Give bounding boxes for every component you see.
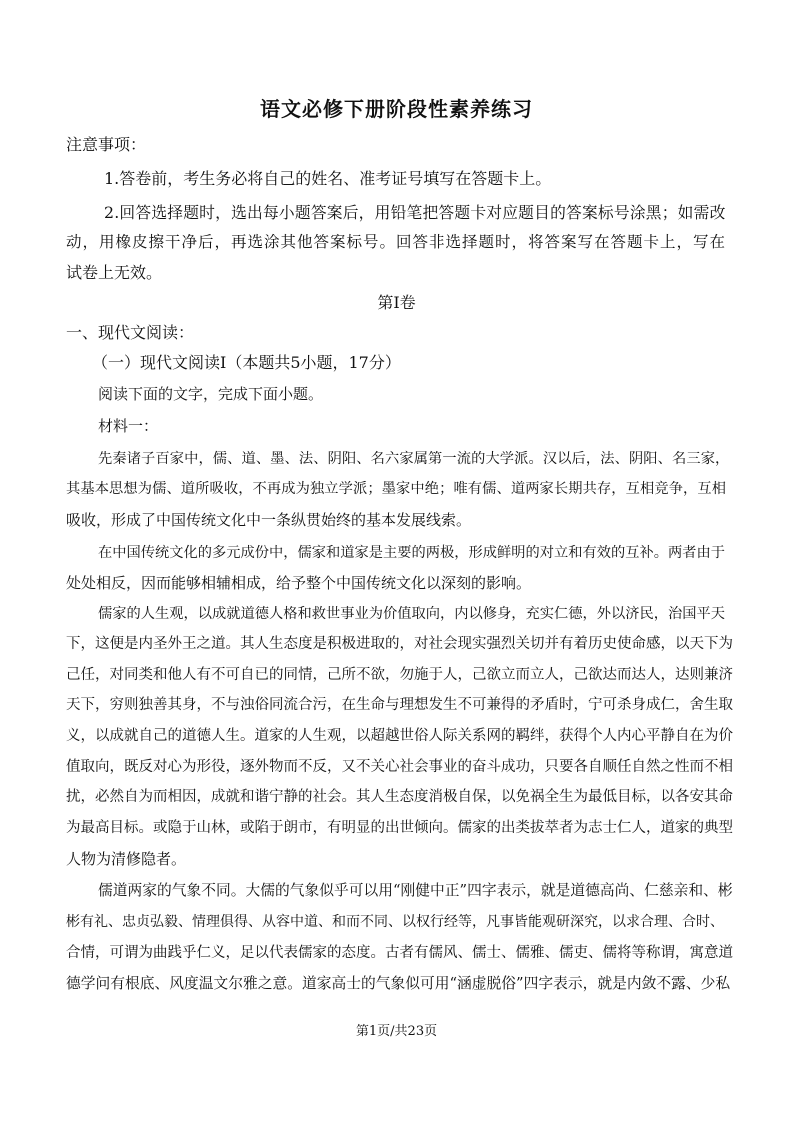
notice-item-2-line-3: 试卷上无效。 [66, 263, 163, 282]
paragraph-3-line-8: 为最高目标。或隐于山林，或陷于朗市，有明显的出世倾向。儒家的出类拔萃者为志士仁人，道家的典型 [66, 820, 733, 836]
paragraph-3-line-7: 扰，必然自为而相因，成就和谐宁静的社会。其人生态度消极自保，以免祸全生为最低目标，以各安其命 [66, 789, 733, 805]
notice-item-2-line-1: 2.回答选择题时，选出每小题答案后，用铅笔把答题卡对应题目的答案标号涂黑；如需改 [104, 203, 726, 222]
paragraph-3-line-2: 下，这便是内圣外王之道。其人生态度是积极进取的，对社会现实强烈关切并有着历史使命感，以天下为 [66, 636, 733, 652]
paragraph-4-line-4: 德学问有根底、风度温文尔雅之意。道家高士的气象似可用“涵虚脱俗”四字表示，就是内敛不露、少私 [66, 975, 731, 992]
paragraph-1-line-1: 先秦诸子百家中，儒、道、墨、法、阴阳、名六家属第一流的大学派。汉以后，法、阴阳、名三家， [98, 451, 730, 467]
paragraph-4-line-2: 彬有礼、忠贞弘毅、情理俱得、从容中道、和而不同、以权行经等，凡事皆能观研深究，以求合理、合时、 [66, 914, 724, 930]
section-heading: 一、现代文阅读： [66, 323, 195, 342]
paragraph-4-line-3: 合情，可谓为曲践乎仁义，足以代表儒家的态度。古者有儒风、儒士、儒雅、儒吏、儒将等称谓，寓意道 [66, 945, 733, 961]
paragraph-2-line-2: 处处相反，因而能够相辅相成，给予整个中国传统文化以深刻的影响。 [66, 574, 532, 592]
paragraph-4-line-1: 儒道两家的气象不同。大儒的气象似乎可以用“刚健中正”四字表示，就是道德高尚、仁慈亲和、彬 [98, 882, 733, 899]
paragraph-1-line-2: 其基本思想为儒、道所吸收，不再成为独立学派；墨家中绝；唯有儒、道两家长期共存，互相竞争，互相 [66, 481, 727, 497]
volume-heading: 第I卷 [377, 293, 416, 312]
material-label: 材料一： [98, 417, 159, 435]
subsection-heading: （一）现代文阅读I（本题共5小题，17分） [92, 353, 401, 372]
notice-item-1: 1.答卷前，考生务必将自己的姓名、准考证号填写在答题卡上。 [104, 169, 552, 188]
notice-heading: 注意事项： [66, 135, 147, 154]
page-title: 语文必修下册阶段性素养练习 [260, 97, 533, 121]
paragraph-3-line-3: 己任，对同类和他人有不可自已的同情，己所不欲，勿施于人，己欲立而立人，己欲达而达人，达则兼济 [66, 667, 733, 683]
paragraph-3-line-9: 人物为清修隐者。 [66, 850, 187, 868]
reading-instruction: 阅读下面的文字，完成下面小题。 [98, 385, 324, 403]
paragraph-3-line-4: 天下，穷则独善其身，不与浊俗同流合污，在生命与理想发生不可兼得的矛盾时，宁可杀身成仁，舍生取 [66, 697, 733, 713]
page-footer: 第1页/共23页 [355, 1024, 438, 1039]
notice-item-2-line-2: 动，用橡皮擦干净后，再选涂其他答案标号。回答非选择题时，将答案写在答题卡上，写在 [66, 233, 727, 251]
paragraph-3-line-1: 儒家的人生观，以成就道德人格和救世事业为价值取向，内以修身，充实仁德，外以济民，治国平天 [98, 606, 726, 622]
paragraph-1-line-3: 吸收，形成了中国传统文化中一条纵贯始终的基本发展线索。 [66, 511, 472, 529]
paragraph-3-line-6: 值取向，既反对心为形役，逐外物而不反，又不关心社会事业的奋斗成功，只要各自顺任自然之性而不相 [66, 759, 733, 775]
paragraph-3-line-5: 义，以成就自己的道德人生。道家的人生观，以超越世俗人际关系网的羁绊，获得个人内心平静自在为价 [66, 728, 733, 744]
paragraph-2-line-1: 在中国传统文化的多元成份中，儒家和道家是主要的两极，形成鲜明的对立和有效的互补。两者由于 [98, 545, 726, 561]
